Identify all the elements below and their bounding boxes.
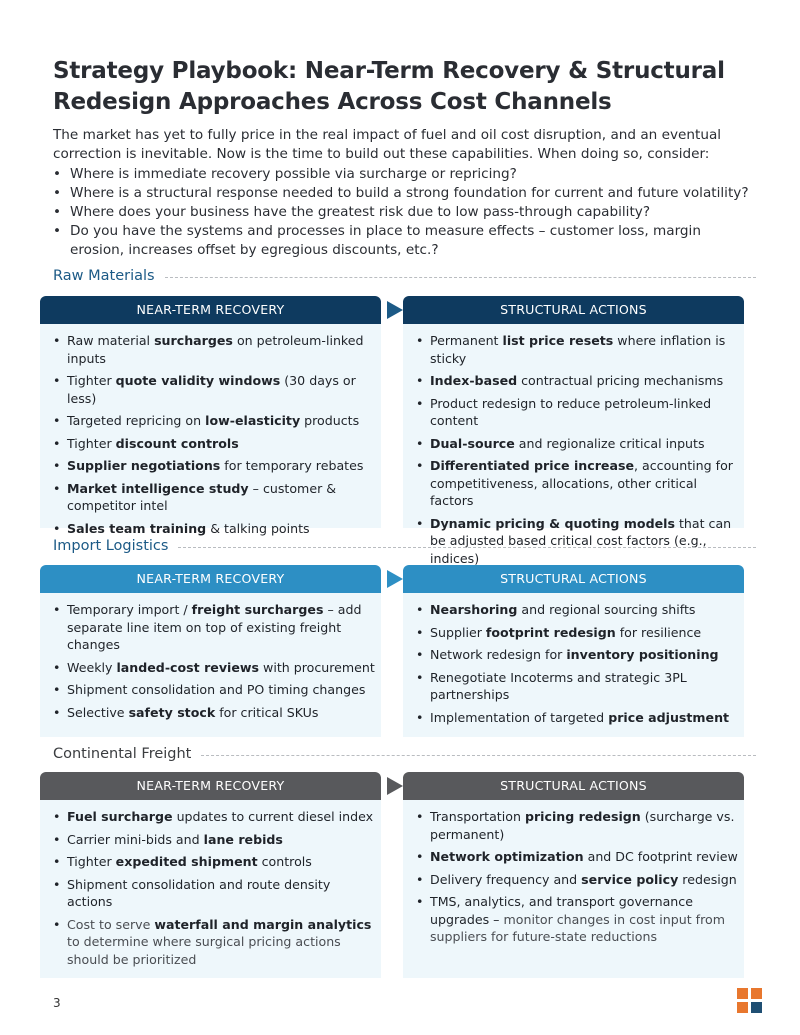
continental-freight-near-term [40, 772, 381, 978]
logo-square [737, 1002, 748, 1013]
item-emphasis: expedited shipment [115, 854, 258, 869]
list-item [53, 412, 375, 430]
raw-materials-structural [403, 296, 744, 566]
near-term-panel [40, 593, 381, 737]
item-emphasis: Market intelligence study [67, 480, 249, 496]
list-item [416, 457, 738, 510]
item-emphasis: Supplier negotiations [67, 458, 221, 473]
item-text: TMS, analytics, and transport governance upgrades – [430, 894, 693, 927]
near-term-header: NEAR-TERM RECOVERY [40, 565, 381, 593]
item-emphasis: surcharges [154, 333, 233, 348]
structural-panel [403, 324, 744, 566]
arrow-right-icon [387, 301, 403, 319]
item-emphasis: Differentiated price increase [430, 458, 634, 473]
item-text: products [300, 413, 360, 428]
question-list [53, 165, 756, 260]
list-item [53, 457, 375, 475]
item-text: Shipment consolidation and PO timing changes [67, 682, 366, 697]
near-term-panel [40, 800, 381, 978]
item-emphasis: pricing redesign [524, 809, 641, 824]
item-emphasis: discount controls [115, 435, 239, 451]
item-text: Implementation of targeted [430, 709, 609, 725]
item-emphasis: freight surcharges [191, 602, 324, 617]
near-term-header: NEAR-TERM RECOVERY [40, 772, 381, 800]
list-item [53, 831, 375, 849]
arrow-right-icon [387, 777, 403, 795]
item-text: Supplier [430, 624, 486, 640]
item-text: Renegotiate Incoterms and strategic 3PL partnerships [430, 669, 687, 702]
item-emphasis: landed-cost reviews [116, 659, 260, 675]
import-logistics-block [40, 565, 756, 737]
list-item [416, 646, 738, 664]
near-term-list [53, 808, 375, 968]
item-text: (30 days or less) [67, 373, 356, 406]
item-text: for resilience [615, 624, 702, 640]
list-item [416, 332, 738, 367]
question-item: • Where is immediate recovery possible via surcharge or repricing? [53, 165, 756, 184]
list-item [53, 372, 375, 407]
item-text: for temporary rebates [220, 458, 364, 473]
list-item [416, 435, 738, 453]
page-title [53, 56, 756, 118]
item-emphasis: Index-based [430, 373, 518, 388]
structural-panel [403, 800, 744, 978]
item-text: updates to current diesel index [172, 809, 374, 824]
item-text: controls [257, 854, 312, 869]
page-number: 3 [53, 996, 61, 1010]
list-item [53, 435, 375, 453]
list-item [416, 601, 738, 619]
list-item [416, 669, 738, 704]
list-item [416, 624, 738, 642]
question-item: • Where does your business have the greatest risk due to low pass-through capability? [53, 203, 756, 222]
item-emphasis: price adjustment [608, 709, 730, 725]
structural-panel [403, 593, 744, 737]
list-item [53, 704, 375, 722]
item-text: for critical SKUs [215, 704, 319, 720]
list-item [53, 520, 375, 538]
section-divider [165, 277, 756, 278]
item-text: – customer & competitor intel [67, 480, 337, 513]
item-emphasis: quote validity windows [115, 373, 281, 388]
logo-square [737, 988, 748, 999]
item-text: , accounting for competitiveness, allocations, other critical factors [430, 458, 733, 508]
logo-square [751, 988, 762, 999]
section-divider [178, 547, 756, 548]
item-emphasis: low-elasticity [205, 413, 301, 428]
question-item: • Do you have the systems and processes in place to measure effects – customer loss, margin erosion, increases offset by egregious discounts, etc.? [53, 222, 756, 260]
item-emphasis: Network optimization [430, 849, 584, 864]
item-text: Weekly [67, 659, 117, 675]
item-text: Tighter [67, 435, 116, 451]
item-text: that can be adjusted based critical cost factors (e.g., indices) [430, 515, 732, 566]
structural-header: STRUCTURAL ACTIONS [403, 565, 744, 593]
import-logistics-near-term [40, 565, 381, 737]
item-emphasis: footprint redesign [485, 624, 616, 640]
title-line-2: Redesign Approaches Across Cost Channels [53, 89, 612, 115]
item-text: Product redesign to reduce petroleum-linked content [430, 395, 712, 428]
item-emphasis: inventory positioning [566, 647, 719, 662]
item-text: Raw material [67, 333, 155, 348]
item-text: Tighter [67, 854, 116, 869]
list-item [53, 480, 375, 515]
item-text: Cost to serve [67, 916, 155, 932]
item-emphasis: Fuel surcharge [67, 809, 173, 824]
list-item [53, 808, 375, 826]
section-title-continental-freight: Continental Freight [53, 746, 756, 762]
list-item [416, 808, 738, 843]
item-emphasis: safety stock [128, 704, 216, 720]
item-text: Temporary import / [67, 602, 192, 617]
item-text: and regionalize critical inputs [514, 435, 705, 451]
item-text: & talking points [206, 520, 310, 536]
item-text: – add separate line item on top of existing freight changes [67, 602, 362, 652]
company-logo-icon [737, 988, 763, 1014]
structural-header: STRUCTURAL ACTIONS [403, 772, 744, 800]
item-text: contractual pricing mechanisms [517, 373, 724, 388]
section-divider [201, 755, 756, 756]
item-text: with procurement [259, 659, 375, 675]
near-term-list [53, 332, 375, 537]
item-emphasis: list price resets [502, 333, 614, 348]
item-emphasis: Nearshoring [430, 602, 518, 617]
list-item [416, 709, 738, 727]
near-term-header: NEAR-TERM RECOVERY [40, 296, 381, 324]
structural-list [416, 808, 738, 946]
item-text: redesign [678, 871, 737, 887]
list-item [416, 372, 738, 390]
item-emphasis: service policy [581, 871, 679, 887]
item-text: (surcharge vs. permanent) [430, 809, 735, 842]
list-item [416, 893, 738, 946]
raw-materials-near-term [40, 296, 381, 536]
list-item [53, 659, 375, 677]
item-text: Carrier mini-bids and [67, 831, 204, 847]
item-emphasis: lane rebids [203, 831, 283, 847]
title-line-1: Strategy Playbook: Near-Term Recovery & Structural [53, 58, 725, 84]
item-text: Network redesign for [430, 647, 567, 662]
import-logistics-structural [403, 565, 744, 737]
item-text: on petroleum-linked inputs [67, 333, 364, 366]
structural-list [416, 601, 738, 726]
list-item [416, 395, 738, 430]
list-item [53, 681, 375, 699]
item-emphasis: Dual-source [430, 435, 515, 451]
item-text: and regional sourcing shifts [517, 602, 696, 617]
item-text: Delivery frequency and [430, 871, 582, 887]
item-text: Targeted repricing on [67, 413, 206, 428]
item-text: where inflation is sticky [430, 333, 726, 366]
page [53, 56, 756, 967]
near-term-panel [40, 324, 381, 536]
item-text: Tighter [67, 373, 116, 388]
continental-freight-structural [403, 772, 744, 978]
item-text: Selective [67, 704, 129, 720]
item-text: Permanent [430, 333, 503, 348]
list-item [53, 853, 375, 871]
list-item [416, 871, 738, 889]
list-item [53, 601, 375, 654]
near-term-list [53, 601, 375, 721]
continental-freight-block [40, 772, 756, 978]
arrow-right-icon [387, 570, 403, 588]
item-text: Shipment consolidation and route density actions [67, 876, 331, 909]
intro-paragraph: The market has yet to fully price in the real impact of fuel and oil cost disruption, and an eventual correction is inevitable. Now is the time to build out these capabilities. When doing so, consider: [53, 127, 722, 162]
list-item [416, 848, 738, 866]
item-emphasis: Dynamic pricing & quoting models [430, 515, 675, 531]
item-text: monitor changes in cost input from suppliers for future-state reductions [430, 911, 725, 944]
item-text: Transportation [430, 809, 525, 824]
item-emphasis: waterfall and margin analytics [154, 916, 372, 932]
structural-list [416, 332, 738, 567]
item-text: to determine where surgical pricing actions should be prioritized [67, 934, 341, 967]
section-title-raw-materials: Raw Materials [53, 268, 756, 284]
question-item: • Where is a structural response needed to build a strong foundation for current and future volatility? [53, 184, 756, 203]
list-item [53, 876, 375, 911]
structural-header: STRUCTURAL ACTIONS [403, 296, 744, 324]
item-emphasis: Sales team training [67, 520, 207, 536]
list-item [53, 916, 375, 969]
list-item [53, 332, 375, 367]
logo-square [751, 1002, 762, 1013]
section-title-import-logistics: Import Logistics [53, 538, 756, 554]
item-text: and DC footprint review [583, 849, 738, 864]
